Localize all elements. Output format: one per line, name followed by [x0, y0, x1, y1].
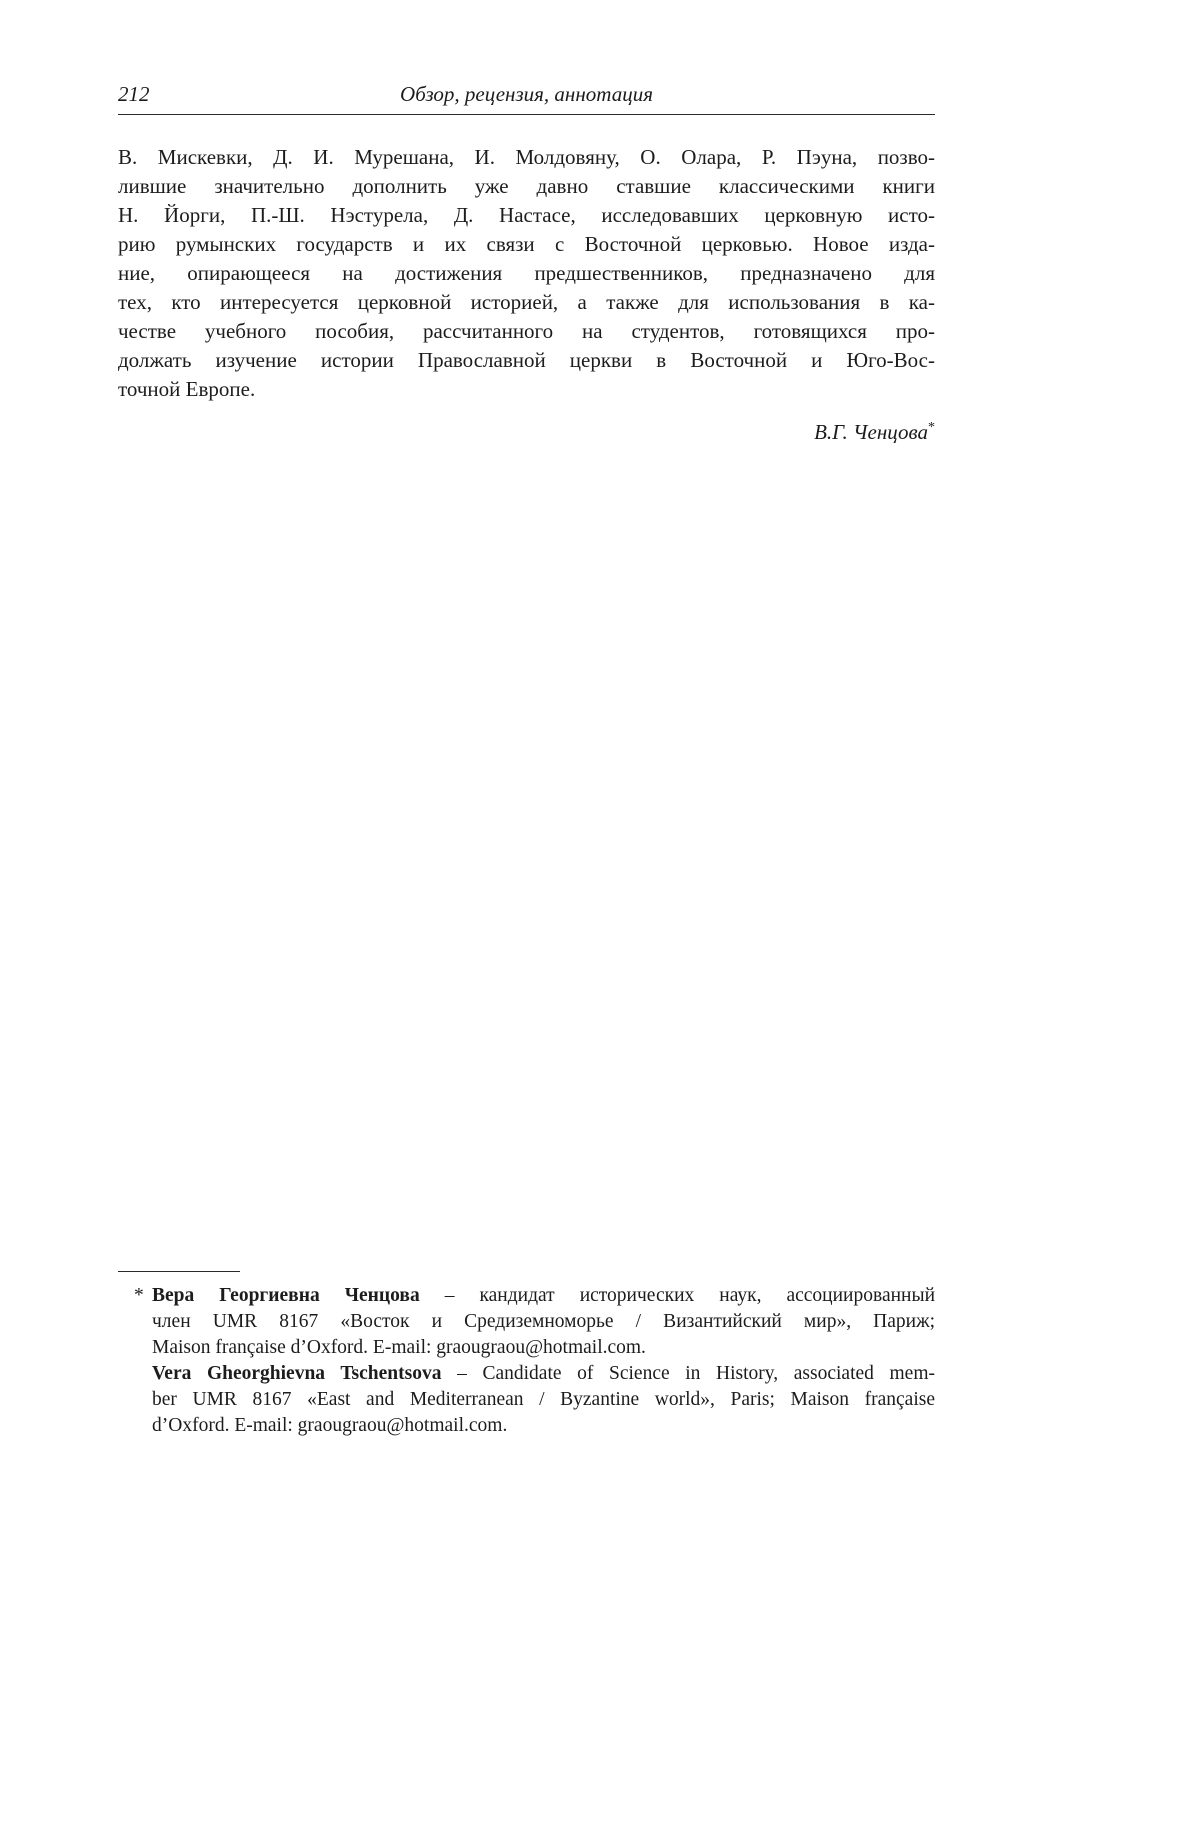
page-number: 212 — [118, 82, 150, 106]
signature-asterisk: * — [928, 420, 935, 435]
footnote-text: – Candidate of Science in History, associated mem- — [441, 1363, 935, 1384]
footnote-block — [134, 1283, 936, 1439]
footnote-line — [134, 1283, 936, 1309]
author-signature — [118, 420, 935, 445]
footnote-text: – кандидат исторических наук, ассоциированный — [419, 1285, 936, 1306]
footnote-ru — [134, 1283, 936, 1361]
author-name: В.Г. Ченцова — [814, 420, 928, 444]
body-line: В. Мискевки, Д. И. Мурешана, И. Молдовяну, О. Олара, Р. Пэуна, позво- — [118, 145, 935, 169]
body-line: честве учебного пособия, рассчитанного на студентов, готовящихся про- — [118, 319, 935, 343]
footnote-author-name-ru: Вера Георгиевна Ченцова — [152, 1285, 420, 1306]
footnote-line: ber UMR 8167 «East and Mediterranean / Byzantine world», Paris; Maison française — [152, 1389, 935, 1410]
body-line: Н. Йорги, П.-Ш. Нэстурела, Д. Настасе, исследовавших церковную исто- — [118, 203, 935, 227]
header-rule — [118, 114, 935, 115]
footnote-line: d’Oxford. E-mail: graougraou@hotmail.com. — [152, 1415, 508, 1436]
running-head-title: Обзор, рецензия, аннотация — [400, 82, 653, 106]
body-line: лившие значительно дополнить уже давно ставшие классическими книги — [118, 174, 935, 198]
footnote-author-name-en: Vera Gheorghievna Tschentsova — [152, 1363, 442, 1384]
body-line: должать изучение истории Православной церкви в Восточной и Юго-Вос- — [118, 348, 935, 372]
footnote-en — [152, 1361, 935, 1439]
body-paragraph — [118, 143, 935, 404]
body-line: тех, кто интересуется церковной историей, а также для использования в ка- — [118, 290, 935, 314]
body-line: рию румынских государств и их связи с Восточной церковью. Новое изда- — [118, 232, 935, 256]
footnote-line — [152, 1361, 935, 1387]
footnote-rule — [118, 1271, 240, 1272]
body-line: ние, опирающееся на достижения предшественников, предназначено для — [118, 261, 935, 285]
footnote-marker: * — [134, 1285, 144, 1306]
page-header — [118, 82, 935, 112]
footnote-line: член UMR 8167 «Восток и Средиземноморье / Византийский мир», Париж; — [152, 1311, 935, 1332]
footnote-line: Maison française d’Oxford. E-mail: graougraou@hotmail.com. — [152, 1337, 646, 1358]
body-line: точной Европе. — [118, 377, 256, 401]
